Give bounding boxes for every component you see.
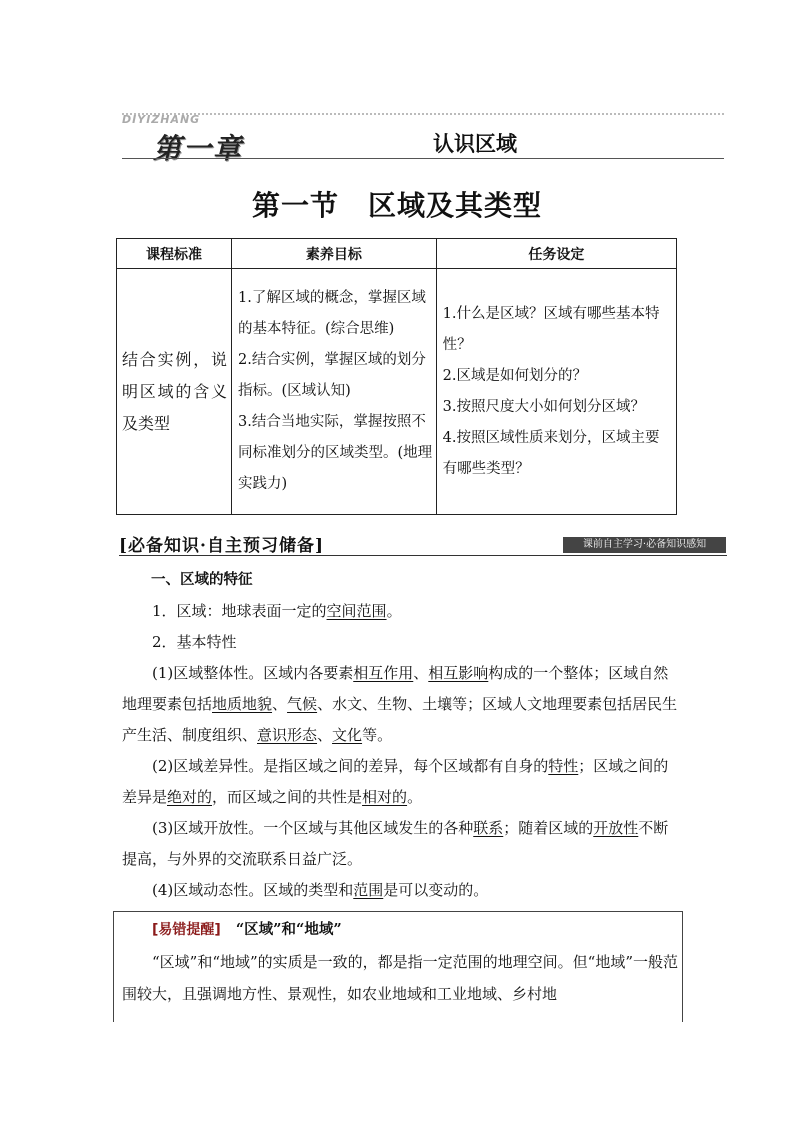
goal-item: 2.结合实例，掌握区域的划分指标。(区域认知) [238,352,426,399]
section-banner-tag: 课前自主学习·必备知识感知 [563,537,726,553]
paragraph-integrity: (1)区域整体性。区域内各要素相互作用、相互影响构成的一个整体；区域自然地理要素包括地质地貌、气候、水文、生物、土壤等；区域人文地理要素包括居民生产生活、制度组织、意识形态、文化等。 [122,664,678,744]
standard-cell: 结合实例，说明区域的含义及类型 [117,269,232,515]
paragraph-dynamics: (4)区域动态性。区域的类型和范围是可以变动的。 [152,881,489,899]
paragraph-openness: (3)区域开放性。一个区域与其他区域发生的各种联系；随着区域的开放性不断提高，与外界的交流联系日益广泛。 [122,819,669,868]
error-tip-content [122,913,678,1010]
table-row [117,269,677,515]
chapter-pinyin: DIYIZHANG [122,113,201,126]
paragraph-difference: (2)区域差异性。是指区域之间的差异，每个区域都有自身的特性；区域之间的差异是绝对的，而区域之间的共性是相对的。 [122,757,669,806]
banner-rule [119,555,727,556]
section-title: 第一节 区域及其类型 [251,189,542,222]
chapter-label: 第一章 [153,132,244,165]
tip-label: [易错提醒] [152,922,221,938]
table-header: 课程标准 [117,239,232,269]
table-header-row [117,239,677,269]
goal-item: 3.结合当地实际，掌握按照不同标准划分的区域类型。(地理实践力) [238,414,433,492]
knowledge-body [122,565,680,906]
header-rule [122,158,724,159]
tip-text: “区域”和“地域”的实质是一致的，都是指一定范围的地理空间。但“地域”一般范围较大，且强调地方性、景观性，如农业地域和工业地域、乡村地 [122,953,679,1003]
section-banner-title: [必备知识·自主预习储备] [119,536,325,556]
task-item: 4.按照区域性质来划分，区域主要有哪些类型？ [442,429,660,477]
tasks-cell [436,269,676,515]
task-item: 2.区域是如何划分的？ [442,367,588,384]
table-header: 素养目标 [232,239,437,269]
item-basic-properties: 2．基本特性 [152,633,237,651]
goals-cell [232,269,437,515]
task-item: 3.按照尺度大小如何划分区域？ [442,398,646,415]
table-header: 任务设定 [436,239,676,269]
heading-region-features: 一、区域的特征 [151,572,253,588]
header-dotted-line [122,113,724,115]
chapter-title: 认识区域 [433,131,517,156]
item-region-definition: 1．区域：地球表面一定的空间范围。 [152,602,402,620]
task-item: 1.什么是区域？区域有哪些基本特性？ [442,305,660,353]
curriculum-table [116,238,677,515]
goal-item: 1.了解区域的概念，掌握区域的基本特征。(综合思维) [238,290,426,337]
tip-title: “区域”和“地域” [235,921,342,938]
